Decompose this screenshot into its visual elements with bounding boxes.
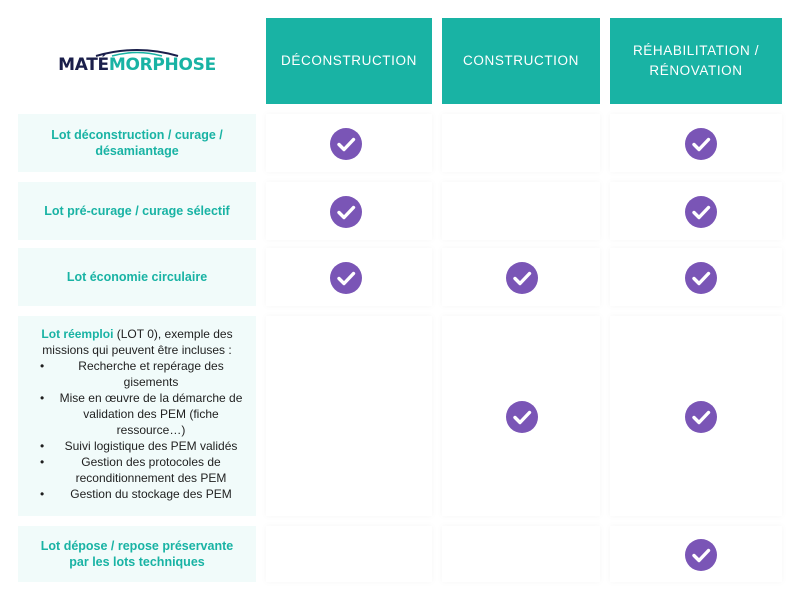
column-header-deconstruction [266,18,432,104]
check-circle-icon [506,262,538,294]
row-label-text: Lot pré-curage / curage sélectif [44,204,230,218]
table-cell [442,114,600,172]
table-cell [266,316,432,516]
logo [18,18,256,104]
row-label-deconstruction [18,114,256,172]
logo-text-part1: MATÉ [58,55,109,75]
column-header-rehabilitation [610,18,782,104]
check-circle-icon [685,196,717,228]
check-circle-icon [685,128,717,160]
check-circle-icon [330,196,362,228]
row-label-text: Lot économie circulaire [66,270,208,284]
table-cell [442,526,600,582]
list-item: • Gestion des protocoles de reconditionnement des PEM [30,454,244,486]
check-circle-icon [685,262,717,294]
row-label-text: Lot déconstruction / curage / désamiantage [51,128,223,158]
row-label-reemploi [18,316,256,516]
list-item: • Recherche et repérage des gisements [30,358,244,390]
check-circle-icon [685,401,717,433]
list-item: • Suivi logistique des PEM validés [30,438,244,454]
check-circle-icon [506,401,538,433]
row-label-rest: (LOT 0), exemple des missions qui peuvent être incluses : [42,327,233,357]
row-label-economie-circulaire [18,248,256,306]
column-header-label: DÉCONSTRUCTION [281,53,417,68]
column-header-label: CONSTRUCTION [463,53,579,68]
row-label-strong: Lot réemploi [41,327,114,341]
logo-text [58,55,216,75]
missions-list [30,358,244,502]
logo-text-part2: MORPHOSE [108,55,216,75]
list-item: • Gestion du stockage des PEM [30,486,244,502]
check-circle-icon [330,128,362,160]
row-label-pre-curage [18,182,256,240]
row-label-depose-repose [18,526,256,582]
table-cell [442,182,600,240]
table-cell [266,526,432,582]
row-label-text: Lot dépose / repose préservante par les lots techniques [40,539,234,569]
check-circle-icon [685,539,717,571]
list-item: • Mise en œuvre de la démarche de validation des PEM (fiche ressource…) [30,390,244,438]
row-label-lead [30,326,244,358]
column-header-label: RÉHABILITATION / RÉNOVATION [632,43,760,78]
check-circle-icon [330,262,362,294]
column-header-construction [442,18,600,104]
